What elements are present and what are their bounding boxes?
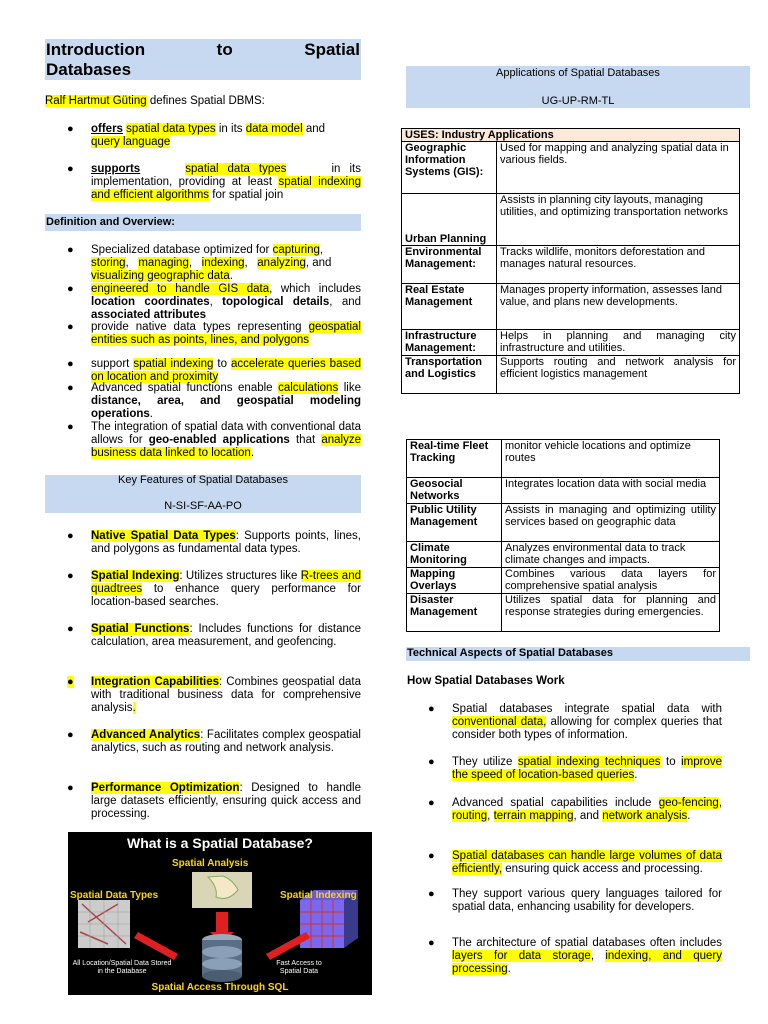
ov-text: , and (305, 257, 332, 269)
uses-table (401, 128, 740, 394)
how-highlight: spatial indexing techniques (517, 756, 661, 768)
table-cell-value: Helps in planning and managing city infrastructure and utilities. (497, 330, 740, 356)
diagram-stored-label: All Location/Spatial Data Stored in the Database (72, 960, 172, 975)
bullet-icon: ● (428, 703, 435, 715)
feature-text: : Facilitates complex geospatial analytics, such as routing and network analysis. (91, 729, 361, 754)
bullet-icon: ● (428, 937, 435, 949)
how-text: , (718, 797, 722, 809)
table-row (402, 142, 740, 194)
ov-bold: location coordinates (91, 296, 210, 308)
how-highlight: improve the speed of location-based queries (452, 756, 722, 781)
feature-highlight: . (132, 702, 136, 714)
ov-text: provide native data types representing (91, 321, 309, 333)
table-row (407, 504, 720, 542)
database-icon (202, 934, 242, 982)
bullet-icon: ● (67, 163, 74, 175)
bullet-icon: ● (428, 756, 435, 768)
how-text: to (660, 756, 682, 768)
def-highlight: data model (245, 123, 303, 135)
feature-text: : Includes functions for distance calculation, area measurement, and geofencing. (91, 623, 362, 648)
table-row (402, 284, 740, 330)
ov-highlight: storing (91, 257, 126, 269)
how-text: , and (573, 810, 603, 822)
ov-text: Specialized database optimized for (91, 244, 273, 256)
how-text: , (487, 810, 494, 822)
table-cell-key: Public Utility Management (407, 504, 502, 542)
how-highlight: indexing, and query processing (452, 950, 723, 975)
table-cell-key: Climate Monitoring (407, 542, 502, 568)
how-text: . (507, 963, 511, 975)
overview-item (91, 421, 361, 460)
feature-item (91, 623, 361, 649)
def-text: for spatial join (209, 189, 284, 201)
table-cell-value: Analyzes environmental data to track climate changes and impacts. (502, 542, 720, 568)
feature-name: Native Spatial Data Types (91, 530, 236, 542)
table-cell-value: Combines various data layers for comprehensive spatial analysis (502, 568, 720, 594)
ov-bold: associated attributes (91, 309, 207, 321)
how-highlight: terrain mapping (493, 810, 574, 822)
author-rest: defines Spatial DBMS: (146, 95, 265, 107)
title-word: Introduction (46, 40, 146, 59)
features-heading: Key Features of Spatial Databases (118, 474, 288, 486)
table-cell-value: monitor vehicle locations and optimize routes (502, 440, 720, 478)
feature-text: to enhance query performance for location-based searches. (91, 583, 361, 608)
how-text: allowing for complex queries that consider both types of information. (452, 716, 722, 741)
bullet-icon: ● (67, 421, 74, 433)
feature-name: Performance Optimization (91, 782, 240, 794)
how-heading: How Spatial Databases Work (407, 675, 565, 687)
table-cell-value: Supports routing and network analysis for efficient logistics management (497, 356, 740, 394)
ov-text: The integration of spatial data with conventional data allows for (91, 421, 361, 446)
diagram-analysis-label: Spatial Analysis (172, 858, 249, 869)
overview-item (91, 321, 361, 347)
ov-highlight: geospatial entities such as points, lines, and polygons (91, 321, 361, 346)
def-text: and (302, 123, 326, 135)
feature-name: Advanced Analytics (91, 729, 201, 741)
how-item (452, 850, 722, 876)
definition-item (91, 123, 361, 149)
ov-text: , (209, 296, 223, 308)
how-highlight: geo-fencing (658, 797, 719, 809)
ov-highlight: spatial indexing (133, 358, 214, 370)
table-row (402, 194, 740, 246)
def-highlight: query language (91, 136, 171, 148)
apps-code: UG-UP-RM-TL (541, 95, 615, 107)
spatial-database-diagram (68, 832, 372, 995)
ov-text: , which includes (269, 283, 361, 295)
table-cell-key: Urban Planning (402, 194, 497, 246)
features-code: N-SI-SF-AA-PO (164, 500, 242, 512)
feature-item (91, 530, 361, 556)
bullet-icon: ● (67, 782, 74, 794)
table-row (402, 246, 740, 284)
ov-bold: topological details (222, 296, 330, 308)
how-text: Advanced spatial capabilities include (452, 797, 659, 809)
def-verb: supports (91, 163, 141, 175)
how-highlight: network analysis (602, 810, 688, 822)
table-row (407, 568, 720, 594)
table-row (407, 594, 720, 632)
feature-text: : Combines geospatial data with traditional business data for comprehensive analysis (91, 676, 361, 714)
table-row (407, 542, 720, 568)
ov-text: , (244, 257, 248, 269)
overview-item (91, 283, 361, 322)
definition-item (91, 163, 361, 202)
title-word: Spatial (304, 40, 360, 59)
feature-highlight: R-trees and quadtrees (91, 570, 361, 595)
how-text: . (634, 769, 638, 781)
bullet-icon: ● (67, 570, 74, 582)
how-item (452, 937, 722, 976)
table-cell-value: Tracks wildlife, monitors deforestation and manages natural resources. (497, 246, 740, 284)
tech-heading: Technical Aspects of Spatial Databases (407, 647, 614, 659)
author-name: Ralf Hartmut Güting (45, 95, 147, 107)
ov-highlight: visualizing geographic data (91, 270, 230, 282)
diagram-sql-label: Spatial Access Through SQL (151, 982, 289, 993)
ov-text: Advanced spatial functions enable (91, 382, 279, 394)
feature-name: Spatial Functions (91, 623, 190, 635)
table-cell-key: Disaster Management (407, 594, 502, 632)
def-verb: offers (91, 123, 123, 135)
ov-text: , and (329, 296, 362, 308)
def-highlight: spatial data types (185, 163, 287, 175)
feature-name: Integration Capabilities (91, 676, 220, 688)
def-highlight: spatial data types (126, 123, 216, 135)
ov-text: support (91, 358, 134, 370)
ov-highlight: analyzing (257, 257, 306, 269)
table-cell-key: Environmental Management: (402, 246, 497, 284)
table-row (407, 440, 720, 478)
overview-item (91, 382, 361, 421)
diagram-indexing-label: Spatial Indexing (280, 890, 357, 901)
table-cell-key: Transportation and Logistics (402, 356, 497, 394)
table-cell-key: Geographic Information Systems (GIS): (402, 142, 497, 194)
title-word: to (216, 40, 233, 59)
diagram-title: What is a Spatial Database? (127, 835, 313, 851)
table-cell-value: Assists in managing and optimizing utility services based on geographic data (502, 504, 720, 542)
table-cell-value: Utilizes spatial data for planning and response strategies during emergencies. (502, 594, 720, 632)
bullet-icon: ● (67, 729, 74, 741)
how-item (452, 797, 722, 823)
ov-highlight: calculations (278, 382, 339, 394)
more-uses-table (406, 439, 720, 632)
ov-text: . (149, 408, 153, 420)
table-cell-value: Integrates location data with social media (502, 478, 720, 504)
ov-text: , (319, 244, 324, 256)
bullet-icon: ● (428, 888, 435, 900)
table-cell-key: Mapping Overlays (407, 568, 502, 594)
author-line (45, 95, 265, 108)
table-cell-key: Real Estate Management (402, 284, 497, 330)
ov-highlight: engineered to handle GIS data (91, 283, 270, 295)
table-cell-value: Assists in planning city layouts, managing utilities, and optimizing transportation networks (497, 194, 740, 246)
how-highlight: layers for data storage (452, 950, 591, 962)
feature-name: Spatial Indexing (91, 570, 180, 582)
definition-heading: Definition and Overview: (46, 216, 175, 228)
table-cell-key: Geosocial Networks (407, 478, 502, 504)
ov-text: , (125, 257, 129, 269)
bullet-icon: ● (67, 244, 74, 256)
bullet-icon: ● (67, 321, 74, 333)
feature-item (91, 570, 361, 609)
ov-text: . (229, 270, 233, 282)
feature-text: : Supports points, lines, and polygons as fundamental data types. (91, 530, 361, 555)
ov-text: like (338, 382, 361, 394)
table-cell-value: Used for mapping and analyzing spatial data in various fields. (497, 142, 740, 194)
def-text: in its (215, 123, 246, 135)
how-highlight: routing (452, 810, 488, 822)
table-cell-value: Manages property information, assesses land value, and plans new developments. (497, 284, 740, 330)
ov-bold: distance, area, and geospatial modeling operations (91, 395, 361, 420)
def-text: in its implementation, providing at least (91, 163, 361, 188)
table-cell-key: Infrastructure Management: (402, 330, 497, 356)
bullet-icon: ● (67, 283, 74, 295)
bullet-icon: ● (428, 850, 435, 862)
ov-highlight: indexing (201, 257, 245, 269)
bullet-icon: ● (67, 676, 74, 688)
how-text: The architecture of spatial databases often includes (452, 937, 722, 949)
how-text: . (687, 810, 691, 822)
bullet-icon: ● (67, 382, 74, 394)
how-text: Spatial databases integrate spatial data with (452, 703, 722, 715)
feature-text: : Designed to handle large datasets efficiently, ensuring quick access and processing. (91, 782, 361, 820)
ov-highlight: managing (138, 257, 189, 269)
how-item (452, 756, 722, 782)
ov-highlight: accelerate queries based on location and proximity (91, 358, 362, 383)
bullet-icon: ● (428, 797, 435, 809)
table-cell-key: Real-time Fleet Tracking (407, 440, 502, 478)
feature-item (91, 782, 361, 821)
table-row (407, 478, 720, 504)
feature-item (91, 729, 361, 755)
overview-item (91, 358, 361, 384)
how-item (452, 703, 722, 742)
diagram-fast-label: Fast Access to Spatial Data (276, 960, 322, 975)
bullet-icon: ● (67, 623, 74, 635)
ov-text: . (250, 447, 255, 459)
overview-item (91, 244, 361, 283)
how-text: They support various query languages tailored for spatial data, enhancing usability for developers. (452, 888, 722, 913)
ov-highlight: analyze business data linked to location (91, 434, 361, 459)
page-title (46, 40, 360, 60)
ov-text: to (213, 358, 231, 370)
ov-text: that (289, 434, 322, 446)
def-highlight: spatial indexing and efficient algorithms (91, 176, 362, 201)
how-text: They utilize (452, 756, 518, 768)
how-highlight: conventional data, (452, 716, 547, 728)
table-row (402, 330, 740, 356)
table-header-row (402, 129, 740, 142)
feature-item (91, 676, 361, 715)
how-text: ensuring quick access and processing. (502, 863, 703, 875)
how-item (452, 888, 722, 914)
page-title-line2: Databases (46, 60, 132, 79)
ov-bold: geo-enabled applications (148, 434, 290, 446)
table-header: USES: Industry Applications (402, 129, 740, 142)
table-row (402, 356, 740, 394)
bullet-icon: ● (67, 123, 74, 135)
feature-text: : Utilizes structures like (179, 570, 301, 582)
ov-highlight: capturing (272, 244, 320, 256)
diagram-types-label: Spatial Data Types (70, 890, 159, 901)
apps-heading: Applications of Spatial Databases (496, 67, 660, 79)
bullet-icon: ● (67, 358, 74, 370)
how-text: , (590, 950, 606, 962)
ov-text: , (188, 257, 193, 269)
bullet-icon: ● (67, 530, 74, 542)
how-highlight: Spatial databases can handle large volumes of data efficiently, (452, 850, 722, 875)
